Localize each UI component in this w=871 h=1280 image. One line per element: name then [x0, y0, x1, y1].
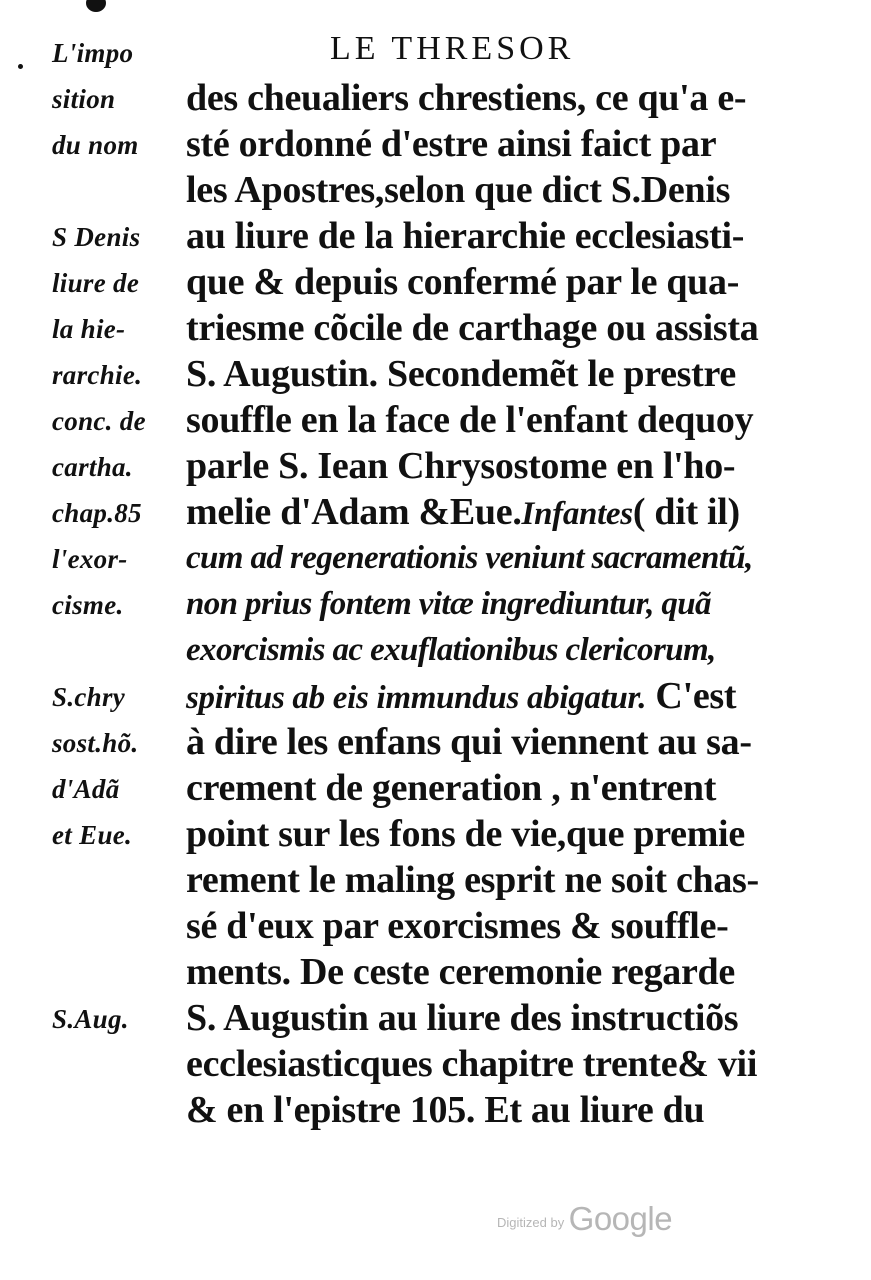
text-segment: ( dit il)	[632, 491, 740, 533]
text-line: S. Augustin. Secondemẽt le prestre	[186, 353, 736, 395]
text-line: crement de generation , n'entrent	[186, 767, 717, 809]
digitization-watermark	[497, 1200, 672, 1238]
margin-note: cisme.	[52, 590, 124, 620]
margin-note: d'Adã	[52, 774, 120, 804]
text-line: & en l'epistre 105. Et au liure du	[186, 1089, 705, 1131]
text-line: des cheualiers chrestiens, ce qu'a e-	[186, 77, 747, 119]
margin-note: l'exor-	[52, 544, 128, 574]
text-line: que & depuis confermé par le qua-	[186, 261, 740, 303]
margin-note: cartha.	[52, 452, 133, 482]
text-line: sté ordonné d'estre ainsi faict par	[186, 123, 717, 165]
margin-note: S.chry	[52, 682, 126, 712]
ink-speck	[18, 64, 23, 69]
margin-note: L'impo	[52, 38, 134, 68]
text-line: point sur les fons de vie,que premie	[186, 813, 745, 855]
text-line: les Apostres,selon que dict S.Denis	[186, 169, 731, 211]
margin-note: du nom	[52, 130, 139, 160]
latin-line: non prius fontem vitæ ingrediuntur, quã	[186, 586, 711, 622]
latin-segment: spiritus ab eis immundus abigatur.	[186, 680, 647, 716]
latin-line: exorcismis ac exuflationibus clericorum,	[186, 632, 716, 668]
margin-note: S.Aug.	[52, 1004, 129, 1034]
margin-note: chap.85	[52, 498, 142, 528]
text-line: ecclesiasticques chapitre trente& vii	[186, 1043, 758, 1085]
text-segment: C'est	[655, 675, 737, 717]
text-line: à dire les enfans qui viennent au sa-	[186, 721, 752, 763]
margin-note: S Denis	[52, 222, 141, 252]
text-line: triesme cõcile de carthage ou assista	[186, 307, 759, 349]
margin-note: sition	[52, 84, 116, 114]
latin-line: cum ad regenerationis veniunt sacramentũ,	[186, 540, 753, 576]
text-line-mixed	[186, 490, 802, 534]
watermark-brand: Google	[568, 1200, 673, 1237]
text-line: S. Augustin au liure des instructiõs	[186, 997, 739, 1039]
text-segment: melie d'Adam &Eue.	[186, 491, 522, 533]
text-line: parle S. Iean Chrysostome en l'ho-	[186, 445, 736, 487]
running-header: LE THRESOR	[330, 30, 575, 67]
latin-segment: Infantes	[521, 496, 633, 532]
text-line: ments. De ceste ceremonie regarde	[186, 951, 735, 993]
text-line: sé d'eux par exorcismes & souffle-	[186, 905, 729, 947]
text-line: rement le maling esprit ne soit chas-	[186, 859, 759, 901]
margin-note: rarchie.	[52, 360, 143, 390]
margin-note: liure de	[52, 268, 140, 298]
margin-note: et Eue.	[52, 820, 133, 850]
text-line: souffle en la face de l'enfant dequoy	[186, 399, 754, 441]
margin-note: la hie-	[52, 314, 126, 344]
ink-blot-top	[86, 0, 106, 12]
watermark-prefix: Digitized by	[497, 1215, 565, 1230]
text-line: au liure de la hierarchie ecclesiasti-	[186, 215, 745, 257]
margin-note: conc. de	[52, 406, 146, 436]
text-line-mixed	[186, 674, 802, 718]
margin-note: sost.hõ.	[52, 728, 139, 758]
